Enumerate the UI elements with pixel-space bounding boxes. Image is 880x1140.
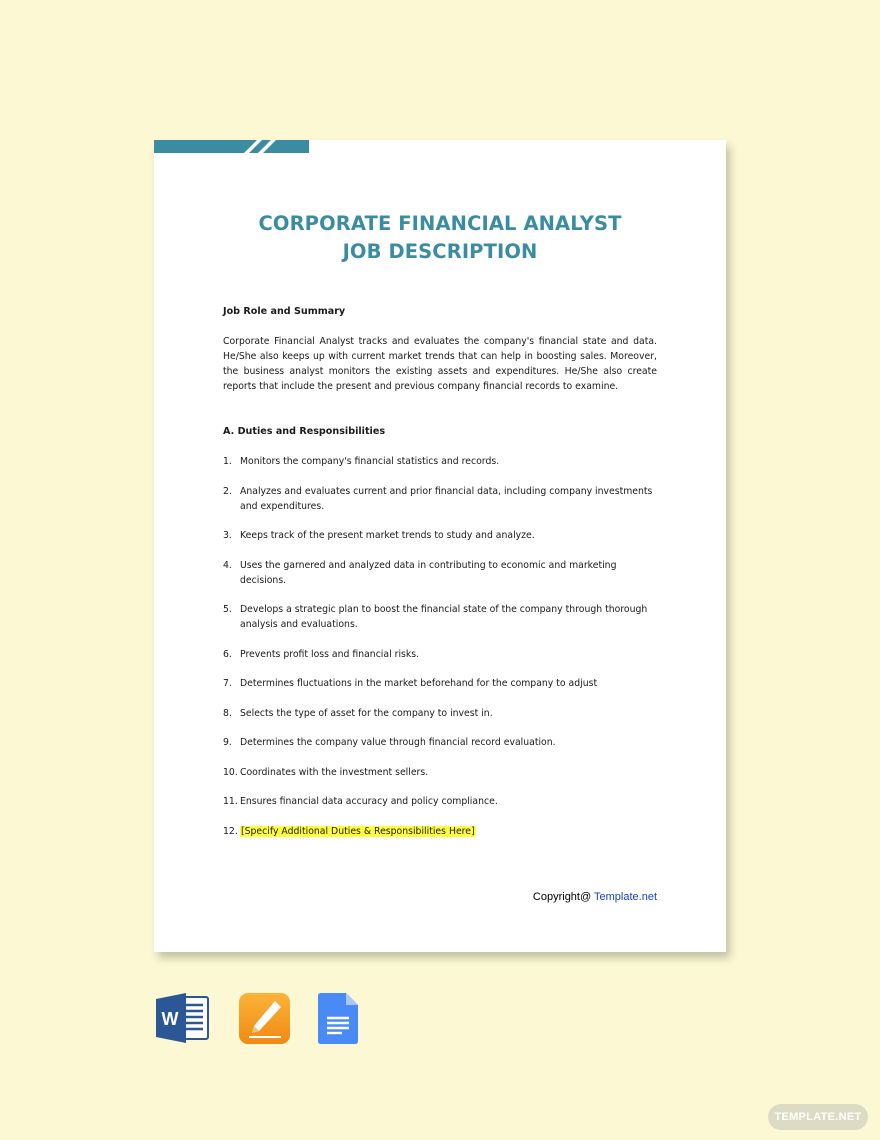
duty-number: 12. <box>223 825 238 837</box>
duty-item <box>223 735 657 750</box>
duty-text: Monitors the company's financial statistics and records. <box>240 456 500 467</box>
microsoft-word-icon[interactable] <box>156 993 210 1043</box>
duties-list <box>223 454 657 839</box>
duty-text: Selects the type of asset for the company to invest in. <box>240 707 493 719</box>
duty-text: Determines the company value through financial record evaluation. <box>240 737 556 748</box>
duties-heading: A. Duties and Responsibilities <box>223 426 386 437</box>
document-body <box>223 305 657 853</box>
duty-text: Uses the garnered and analyzed data in contributing to economic and marketing decisions. <box>240 559 617 586</box>
duty-item <box>223 528 657 543</box>
duty-number: 1. <box>223 456 232 467</box>
document-title <box>154 210 726 266</box>
title-line-2: JOB DESCRIPTION <box>342 240 538 263</box>
duty-item <box>223 706 657 721</box>
duty-text: Analyzes and evaluates current and prior financial data, including company investments and expenditures. <box>240 485 653 512</box>
duty-number: 3. <box>223 530 232 541</box>
duty-item <box>223 454 657 469</box>
template-net-badge[interactable]: TEMPLATE.NET <box>768 1104 868 1130</box>
duty-number: 6. <box>223 648 232 660</box>
duty-item <box>223 647 657 662</box>
copyright-prefix: Copyright@ <box>532 891 595 903</box>
apple-pages-icon[interactable] <box>239 993 290 1044</box>
duty-number: 9. <box>223 737 232 748</box>
summary-paragraph: Corporate Financial Analyst tracks and evaluates the company's financial state and data. He/She also keeps up with current market trends that can help in boosting sales. Moreover, the business analyst monitors the existing assets and expenditures. He/She also create reports that include the present and previous company financial records to examine. <box>223 336 657 392</box>
placeholder-highlight: [Specify Additional Duties & Responsibilities Here] <box>241 825 475 837</box>
duty-number: 11. <box>223 796 238 807</box>
duty-item <box>223 676 657 691</box>
duty-number: 4. <box>223 559 232 571</box>
copyright-notice <box>533 891 657 903</box>
duty-item <box>223 765 657 780</box>
document-page <box>154 140 726 952</box>
duty-text: Coordinates with the investment sellers. <box>240 766 429 778</box>
duty-item <box>223 484 657 514</box>
summary-heading: Job Role and Summary <box>223 306 346 317</box>
duty-item-placeholder <box>223 824 657 839</box>
duty-item <box>223 794 657 809</box>
duty-text: Keeps track of the present market trends to study and analyze. <box>240 530 535 541</box>
duty-item <box>223 558 657 588</box>
title-line-1: CORPORATE FINANCIAL ANALYST <box>258 212 622 235</box>
duty-number: 8. <box>223 707 232 719</box>
duty-number: 10. <box>223 766 238 778</box>
duty-number: 5. <box>223 604 232 615</box>
duty-number: 2. <box>223 485 232 497</box>
duty-text: Develops a strategic plan to boost the financial state of the company through thorough analysis and evaluations. <box>240 604 648 630</box>
header-accent-bar <box>154 140 309 153</box>
duty-text: Prevents profit loss and financial risks. <box>240 648 420 660</box>
template-net-link[interactable]: Template.net <box>594 891 657 903</box>
duty-item <box>223 602 657 632</box>
duty-text: Ensures financial data accuracy and policy compliance. <box>240 796 498 807</box>
word-letter: W <box>161 1009 179 1029</box>
duty-text: Determines fluctuations in the market beforehand for the company to adjust <box>240 678 598 689</box>
google-docs-icon[interactable] <box>318 993 358 1044</box>
duty-number: 7. <box>223 678 232 689</box>
